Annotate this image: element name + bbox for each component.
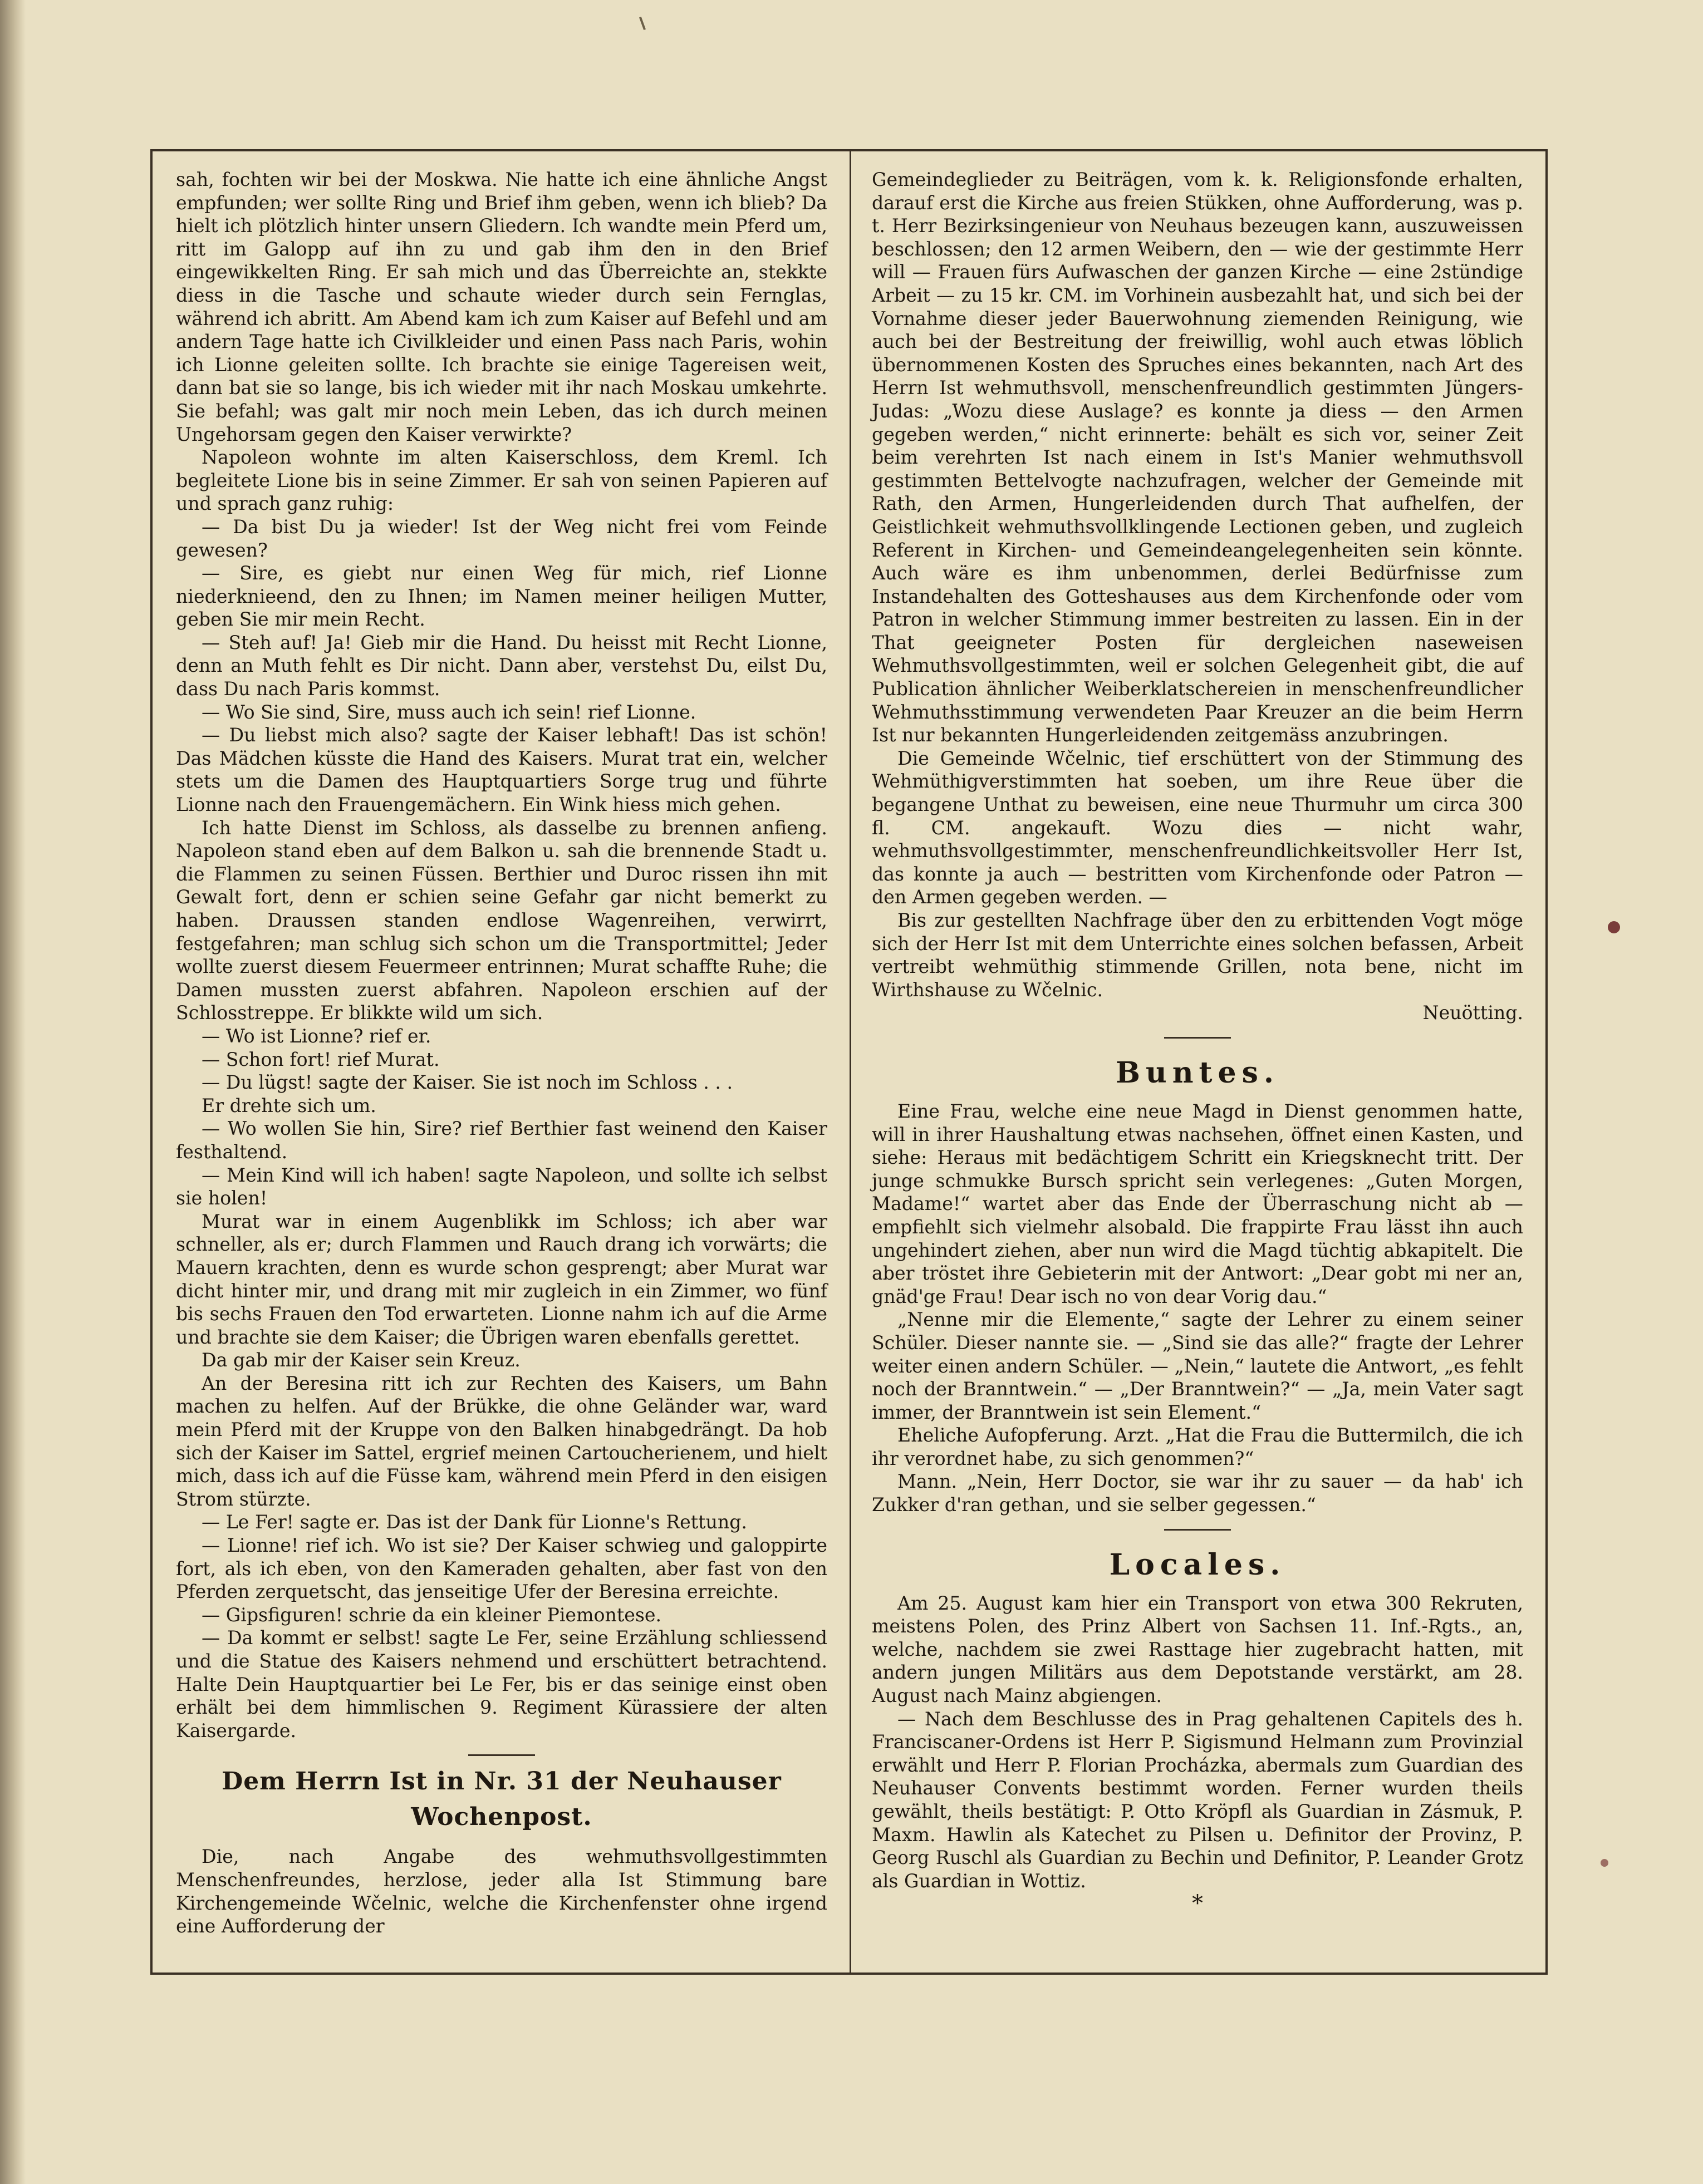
page-frame [150, 149, 1548, 1975]
article-paragraph: Die, nach Angabe des wehmuthsvollgestimmten Menschenfreundes, herzlose, jeder alla Ist Stimmung bare Kirchengemeinde Wčelnic, welche die Kirchenfenster ohne irgend eine Aufforderung der [176, 1846, 827, 1937]
story-paragraph: An der Beresina ritt ich zur Rechten des Kaisers, um Bahn machen zu helfen. Auf der Brükke, die ohne Geländer war, ward mein Pferd mit der Kruppe von den Balken hinabgedrängt. Da hob sich der Kaiser im Sattel, ergrief meinen Cartoucherienem, und hielt mich, dass ich auf die Füsse kam, während mein Pferd in den eisigen Strom stürzte. [176, 1372, 827, 1510]
ink-mark [639, 17, 646, 30]
anecdote-paragraph: Eine Frau, welche eine neue Magd in Dienst genommen hatte, will in ihrer Haushaltung etwas nachsehen, öffnet einen Kasten, und siehe: Heraus mit bedächtigem Schritt ein Kriegsknecht tritt. Der junge schmukke Bursch spricht sein verlegenes: „Guten Morgen, Madame!“ wartet aber das Ende der Überraschung nicht ab — empfiehlt sich vielmehr alsobald. Die frappirte Frau lässt ihn auch ungehindert ziehen, aber nun wird die Magd tüchtig abkapitelt. Die aber tröstet ihre Gebieterin mit der Antwort: „Dear gobt mi ner an, gnäd'ge Frau! Dear isch no von dear Vorig dau.“ [872, 1100, 1523, 1307]
story-paragraph: — Sire, es giebt nur einen Weg für mich, rief Lionne niederknieend, den zu Ihnen; im Namen meiner heiligen Mutter, geben Sie mir mein Recht. [176, 562, 827, 631]
buntes-heading: Buntes. [1115, 1055, 1280, 1090]
story-paragraph: Ich hatte Dienst im Schloss, als dasselbe zu brennen anfieng. Napoleon stand eben auf dem Balkon u. sah die brennende Stadt u. die Flammen zu seinen Füssen. Berthier und Duroc rissen ihn mit Gewalt fort, denn er schien seine Gefahr gar nicht bemerkt zu haben. Draussen standen endlose Wagenreihen, verwirrt, festgefahren; man schlug sich schon um die Transportmittel; Jeder wollte zuerst diesem Feuermeer entrinnen; Murat schaffte Ruhe; die Damen mussten zuerst abfahren. Napoleon erschien auf der Schlosstreppe. Er blikkte wild um sich. [176, 816, 827, 1024]
left-column [176, 168, 827, 1938]
anecdote-paragraph: „Nenne mir die Elemente,“ sagte der Lehrer zu einem seiner Schüler. Dieser nannte sie. — „Sind sie das alle?“ fragte der Lehrer weiter einen andern Schüler. — „Nein,“ lautete die Antwort, „es fehlt noch der Branntwein.“ — „Der Branntwein?“ — „Ja, mein Vater sagt immer, der Branntwein ist sein Element.“ [872, 1309, 1523, 1423]
story-paragraph: sah, fochten wir bei der Moskwa. Nie hatte ich eine ähnliche Angst empfunden; wer sollte Ring und Brief ihm geben, wenn ich blieb? Da hielt ich plötzlich hinter unsern Gliedern. Ich wandte mein Pferd um, ritt im Galopp auf ihn zu und gab ihm den in den Brief eingewikkelten Ring. Er sah mich und das Überreichte an, stekkte diess in die Tasche und schaute wieder durch sein Fernglas, während ich abritt. Am Abend kam ich zum Kaiser auf Befehl und am andern Tage hatte ich Civilkleider und einen Pass nach Paris, wohin ich Lionne geleiten sollte. Ich brachte sie einige Tagereisen weit, dann bat sie so lange, bis ich wieder mit ihr nach Moskau umkehrte. Sie befahl; was galt mir noch mein Leben, das ich durch meinen Ungehorsam gegen den Kaiser verwirkte? [176, 169, 827, 445]
story-paragraph: Murat war in einem Augenblikk im Schloss; ich aber war schneller, als er; durch Flammen und Rauch drang ich vorwärts; die Mauern krachten, denn es wurde schon gesprengt; aber Murat war dicht hinter mir, und drang mit mir zugleich in ein Zimmer, wo fünf bis sechs Frauen den Tod erwarteten. Lionne nahm ich auf die Arme und brachte sie dem Kaiser; die Übrigen waren ebenfalls gerettet. [176, 1210, 827, 1348]
stain-spot [1608, 921, 1620, 933]
column-divider [850, 151, 851, 1973]
story-paragraph: Napoleon wohnte im alten Kaiserschloss, dem Kreml. Ich begleitete Lione bis in seine Zimmer. Er sah von seinen Papieren auf und sprach ganz ruhig: [176, 446, 827, 515]
story-paragraph: — Da kommt er selbst! sagte Le Fer, seine Erzählung schliessend und die Statue des Kaisers nehmend und erschüttert betrachtend. Halte Dein Hauptquartier bei Le Fer, bis er das seinige einst oben erhält bei dem himmlischen 9. Regiment Kürassiere der alten Kaisergarde. [176, 1627, 827, 1742]
story-paragraph: — Wo wollen Sie hin, Sire? rief Berthier fast weinend den Kaiser festhaltend. [176, 1118, 827, 1163]
article-paragraph: Bis zur gestellten Nachfrage über den zu erbittenden Vogt möge sich der Herr Ist mit dem Unterrichte eines solchen befassen, Arbeit vertreibt wehmüthig stimmende Grillen, nota bene, nicht im Wirthshause zu Wčelnic. [872, 909, 1523, 1001]
section-divider [468, 1754, 535, 1756]
article-paragraph: Gemeindeglieder zu Beiträgen, vom k. k. Religionsfonde erhalten, darauf erst die Kirche aus freien Stükken, ohne Aufforderung, was p. t. Herr Bezirksingenieur von Neuhaus bezeugen kann, auszuweissen beschlossen; den 12 armen Weibern, den — wie der gestimmte Herr will — Frauen fürs Aufwaschen der ganzen Kirche — eine 2stündige Arbeit — zu 15 kr. CM. im Vorhinein ausbezahlt hat, und sich bei der Vornahme dieser jeder Bauerwohnung ziemenden Reinigung, wie auch bei der Bestreitung der freiwillig, wohl auch etwas löblich übernommenen Kosten des Spruches eines bekannten, nach Art des Herrn Ist wehmuthsvoll, menschenfreundlich gestimmten Jüngers-Judas: „Wozu diese Auslage? es konnte ja diess — den Armen gegeben werden,“ nicht erinnerte: behält es sich vor, seiner Zeit beim verehrten Ist nach einem in Ist's Manier wehmuthsvoll gestimmten Bettelvogte nachzufragen, welcher der Gemeinde mit Rath, den Armen, Hungerleidenden durch That aufhelfen, der Geistlichkeit wehmuthsvollklingende Lectionen geben, und zugleich Referent in Kirchen- und Gemeindeangelegenheiten sein könnte. Auch wäre es ihm unbenommen, derlei Bedürfnisse zum Instandehalten des Gotteshauses aus dem Kirchenfonde oder vom Patron in welcher Stimmung immer bestreiten zu lassen. Ein in der That geeigneter Posten für dergleichen naseweisen Wehmuthsvollgestimmten, weil er solchen Gelegenheit gibt, die auf Publication ähnlicher Weiberklatschereien in menschenfreundlicher Wehmuthsstimmung verwendeten Paar Kreuzer an die beim Herrn Ist nur bekannten Hungerleidenden zeitgemäss anzubringen. [872, 169, 1523, 746]
story-paragraph: — Steh auf! Ja! Gieb mir die Hand. Du heisst mit Recht Lionne, denn an Muth fehlt es Dir nicht. Dann aber, verstehst Du, eilst Du, dass Du nach Paris kommst. [176, 631, 827, 700]
locales-heading: Locales. [1109, 1547, 1286, 1582]
story-paragraph: — Gipsfiguren! schrie da ein kleiner Piemontese. [202, 1603, 662, 1626]
story-paragraph: — Wo Sie sind, Sire, muss auch ich sein! rief Lionne. [202, 701, 696, 723]
end-mark: * [1192, 1891, 1203, 1917]
section-divider [1164, 1037, 1231, 1039]
signature: Neuötting. [1422, 1002, 1523, 1024]
story-paragraph: — Mein Kind will ich haben! sagte Napoleon, und sollte ich selbst sie holen! [176, 1164, 827, 1209]
story-paragraph: — Schon fort! rief Murat. [202, 1048, 440, 1070]
story-paragraph: — Du liebst mich also? sagte der Kaiser lebhaft! Das ist schön! Das Mädchen küsste die Hand des Kaisers. Murat trat ein, welcher stets um die Damen des Hauptquartiers Sorge trug und führte Lionne nach den Frauengemächern. Ein Wink hiess mich gehen. [176, 724, 827, 816]
story-paragraph: Er drehte sich um. [202, 1094, 376, 1116]
anecdote-paragraph: Mann. „Nein, Herr Doctor, sie war ihr zu sauer — da hab' ich Zukker d'ran gethan, und sie selber gegessen.“ [872, 1470, 1523, 1516]
story-paragraph: — Lionne! rief ich. Wo ist sie? Der Kaiser schwieg und galoppirte fort, als ich eben, von den Kameraden gehalten, aber fast von den Pferden zerquetscht, das jenseitige Ufer der Beresina erreichte. [176, 1534, 827, 1603]
story-paragraph: — Wo ist Lionne? rief er. [202, 1025, 431, 1047]
news-paragraph: Am 25. August kam hier ein Transport von etwa 300 Rekruten, meistens Polen, des Prinz Albert von Sachsen 11. Inf.-Rgts., an, welche, nachdem sie zwei Rasttage hier zugebracht hatten, mit andern jungen Militärs aus dem Depotstande verstärkt, am 28. August nach Mainz abgiengen. [872, 1592, 1523, 1707]
story-paragraph: — Da bist Du ja wieder! Ist der Weg nicht frei vom Feinde gewesen? [176, 515, 827, 561]
right-column [872, 168, 1523, 1915]
book-binding-edge [0, 0, 26, 2184]
news-paragraph: — Nach dem Beschlusse des in Prag gehaltenen Capitels des h. Franciscaner-Ordens ist Herr P. Sigismund Helmann zum Provinzial erwählt und Herr P. Florian Procházka, abermals zum Guardian des Neuhauser Convents bestimmt worden. Ferner wurden theils gewählt, theils bestätigt: P. Otto Kröpfl als Guardian in Zásmuk, P. Maxm. Hawlin als Katechet zu Pilsen u. Definitor der Provinz, P. Georg Ruschl als Guardian zu Bechin und Definitor, P. Leander Grotz als Guardian in Wottiz. [872, 1708, 1523, 1892]
section-divider [1164, 1529, 1231, 1531]
anecdote-paragraph: Eheliche Aufopferung. Arzt. „Hat die Frau die Buttermilch, die ich ihr verordnet habe, zu sich genommen?“ [872, 1424, 1523, 1469]
story-paragraph: — Du lügst! sagte der Kaiser. Sie ist noch im Schloss . . . [202, 1071, 733, 1094]
story-paragraph: Da gab mir der Kaiser sein Kreuz. [202, 1349, 521, 1371]
story-paragraph: — Le Fer! sagte er. Das ist der Dank für Lionne's Rettung. [202, 1511, 747, 1533]
section-title: Dem Herrn Ist in Nr. 31 der Neuhauser Wochenpost. [222, 1767, 782, 1832]
stain-spot [1601, 1859, 1608, 1867]
article-paragraph: Die Gemeinde Wčelnic, tief erschüttert von der Stimmung des Wehmüthigverstimmten hat soeben, um ihre Reue über die begangene Unthat zu beweisen, eine neue Thurmuhr um circa 300 fl. CM. angekauft. Wozu dies — nicht wahr, wehmuthsvollgestimmter, menschenfreundlichkeitsvoller Herr Ist, das konnte ja auch — bestritten vom Kirchenfonde oder Patron — den Armen gegeben werden. — [872, 747, 1523, 908]
